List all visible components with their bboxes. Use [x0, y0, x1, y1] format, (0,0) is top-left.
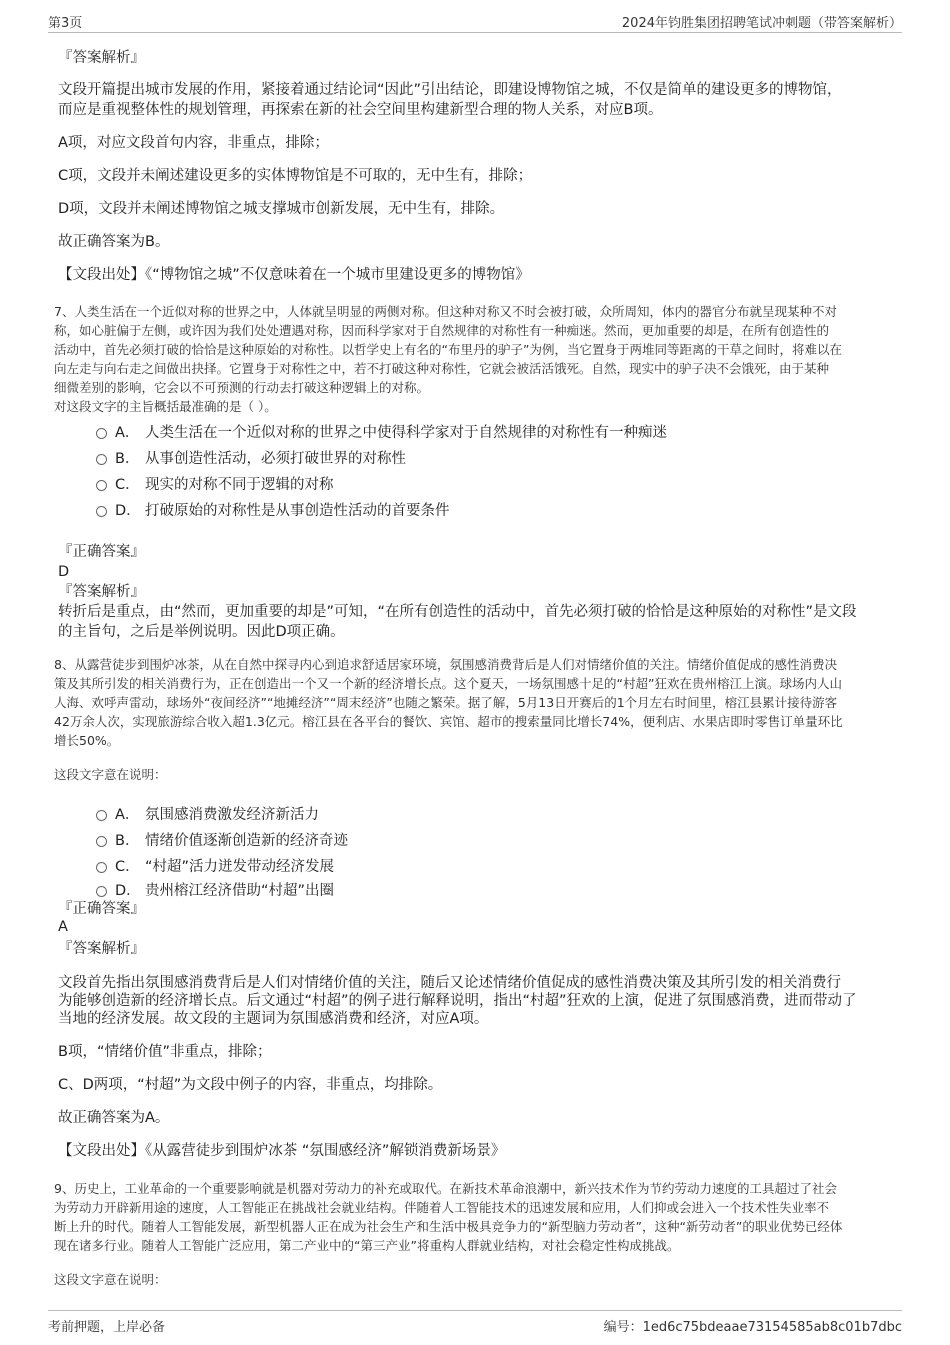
q7-analysis-heading: 『答案解析』	[58, 584, 145, 600]
radio-icon[interactable]	[96, 428, 107, 439]
q7-stem-line: 细微差别的影响，它会以不可预测的行动去打破这种逻辑上的对称。	[54, 380, 430, 395]
q6-option-d-note: D项，文段并未阐述博物馆之城支撑城市创新发展，无中生有，排除。	[58, 201, 505, 217]
q7-stem-line: 称，如心脏偏于左侧，或许因为我们处处遭遇对称，因而科学家对于自然规律的对称性有一种痴迷。然而，更加重要的却是，在所有创造性的	[54, 323, 830, 338]
page-footer	[48, 1310, 902, 1335]
radio-icon[interactable]	[96, 454, 107, 465]
q8-conclusion: 故正确答案为A。	[58, 1110, 170, 1126]
q9-question: 这段文字意在说明：	[54, 1272, 167, 1287]
q7-option-c[interactable]: C． 现实的对称不同于逻辑的对称	[96, 475, 334, 495]
q8-option-d[interactable]: D． 贵州榕江经济借助“村超”出圈	[96, 881, 334, 901]
q7-option-a[interactable]: A． 人类生活在一个近似对称的世界之中使得科学家对于自然规律的对称性有一种痴迷	[96, 423, 667, 443]
q7-stem-line: 向左走与向右走之间做出抉择。它置身于对称性之中，若不打破这种对称性，它就会被活活饿死。自然，现实中的驴子决不会饿死，由于某种	[54, 361, 830, 376]
document-code: 编号：1ed6c75bdeaae73154585ab8c01b7dbc	[603, 1320, 902, 1335]
q6-conclusion: 故正确答案为B。	[58, 234, 170, 250]
radio-icon[interactable]	[96, 506, 107, 517]
q6-analysis-line: 文段开篇提出城市发展的作用，紧接着通过结论词“因此”引出结论，即建设博物馆之城，不仅是简单的建设更多的博物馆，	[58, 82, 842, 98]
q9-stem-line: 现在诸多行业。随着人工智能广泛应用，第二产业中的“第三产业”将重构人群就业结构，对社会稳定性构成挑战。	[54, 1238, 680, 1253]
q6-option-a-note: A项，对应文段首句内容，非重点，排除；	[58, 135, 329, 151]
q8-stem-line: 人海、欢呼声雷动，球场外“夜间经济”“地摊经济”“周末经济”也随之繁荣。据了解，5月13日开赛后的1个月左右时间里，榕江县累计接待游客	[54, 695, 838, 710]
q7-analysis-line: 的主旨句，之后是举例说明。因此D项正确。	[58, 624, 345, 640]
q6-analysis-line: 而应是重视整体性的规划管理，再探索在新的社会空间里构建新型合理的物人关系，对应B项。	[58, 102, 663, 118]
q9-stem-line: 为劳动力开辟新用途的速度，人工智能正在挑战社会就业结构。伴随着人工智能技术的迅速发展和应用，人们抑或会进入一个技术性失业率不	[54, 1200, 830, 1215]
q7-answer-heading: 『正确答案』	[58, 544, 145, 560]
q8-analysis-line: 文段首先指出氛围感消费背后是人们对情绪价值的关注，随后又论述情绪价值促成的感性消费决策及其所引发的相关消费行	[58, 975, 841, 991]
radio-icon[interactable]	[96, 810, 107, 821]
q7-question: 对这段文字的主旨概括最准确的是（ ）。	[54, 399, 277, 414]
q8-analysis-line: 为能够创造新的经济增长点。后文通过“村超”的例子进行解释说明，指出“村超”狂欢的上演，促进了氛围感消费，进而带动了	[58, 993, 857, 1009]
document-title: 2024年钧胜集团招聘笔试冲刺题（带答案解析）	[621, 16, 902, 31]
q6-analysis-heading: 『答案解析』	[58, 50, 145, 66]
footer-slogan: 考前押题，上岸必备	[48, 1320, 166, 1335]
radio-icon[interactable]	[96, 480, 107, 491]
q7-analysis-line: 转折后是重点，由“然而，更加重要的却是”可知，“在所有创造性的活动中，首先必须打破的恰恰是这种原始的对称性”是文段	[58, 604, 857, 620]
q7-answer: D	[58, 564, 70, 580]
q8-source: 【文段出处】《从露营徒步到围炉冰茶 “氛围感经济”解锁消费新场景》	[58, 1143, 506, 1159]
q9-stem-line: 断上升的时代。随着人工智能发展，新型机器人正在成为社会生产和生活中极具竞争力的“新型脑力劳动者”，这种“新劳动者”的职业优势已经体	[54, 1219, 843, 1234]
q8-stem-line: 42万余人次，实现旅游综合收入超1.3亿元。榕江县在各平台的餐饮、宾馆、超市的搜索量同比增长74%，便利店、水果店即时零售订单量环比	[54, 714, 843, 729]
q8-analysis-heading: 『答案解析』	[58, 941, 145, 957]
page-number: 第3页	[48, 16, 83, 31]
radio-icon[interactable]	[96, 862, 107, 873]
q8-stem-line: 策及其所引发的相关消费行为，正在创造出一个又一个新的经济增长点。这个夏天，一场氛围感十足的“村超”狂欢在贵州榕江上演。球场内人山	[54, 676, 842, 691]
q7-stem-line: 活动中，首先必须打破的恰恰是这种原始的对称性。以哲学史上有名的“布里丹的驴子”为例，当它置身于两堆同等距离的干草之间时，将难以在	[54, 342, 842, 357]
q8-analysis-line: 当地的经济发展。故文段的主题词为氛围感消费和经济，对应A项。	[58, 1011, 489, 1027]
page-header	[48, 10, 902, 33]
q7-option-d[interactable]: D． 打破原始的对称性是从事创造性活动的首要条件	[96, 501, 450, 521]
q8-stem-line: 8、从露营徒步到围炉冰茶，从在自然中探寻内心到追求舒适居家环境，氛围感消费背后是人们对情绪价值的关注。情绪价值促成的感性消费决	[54, 657, 837, 672]
q8-question: 这段文字意在说明：	[54, 767, 167, 782]
q6-source: 【文段出处】《“博物馆之城”不仅意味着在一个城市里建设更多的博物馆》	[58, 267, 530, 283]
q8-option-b-note: B项，“情绪价值”非重点，排除；	[58, 1044, 272, 1060]
q7-stem-line: 7、人类生活在一个近似对称的世界之中，人体就呈明显的两侧对称。但这种对称又不时会被打破，众所周知，体内的器官分布就呈现某种不对	[54, 304, 837, 319]
q8-option-b[interactable]: B． 情绪价值逐渐创造新的经济奇迹	[96, 831, 348, 851]
q7-option-b[interactable]: B． 从事创造性活动，必须打破世界的对称性	[96, 449, 406, 469]
radio-icon[interactable]	[96, 836, 107, 847]
q8-option-cd-note: C、D两项，“村超”为文段中例子的内容，非重点，均排除。	[58, 1077, 443, 1093]
q8-option-a[interactable]: A． 氛围感消费激发经济新活力	[96, 805, 319, 825]
q6-option-c-note: C项，文段并未阐述建设更多的实体博物馆是不可取的，无中生有，排除；	[58, 168, 533, 184]
radio-icon[interactable]	[96, 886, 107, 897]
q9-stem-line: 9、历史上，工业革命的一个重要影响就是机器对劳动力的补充或取代。在新技术革命浪潮中，新兴技术作为节约劳动力速度的工具超过了社会	[54, 1181, 837, 1196]
q8-stem-line: 增长50%。	[54, 733, 120, 748]
q8-answer: A	[58, 919, 68, 935]
q8-option-c[interactable]: C． “村超”活力迸发带动经济发展	[96, 857, 334, 877]
q8-answer-heading: 『正确答案』	[58, 901, 145, 917]
